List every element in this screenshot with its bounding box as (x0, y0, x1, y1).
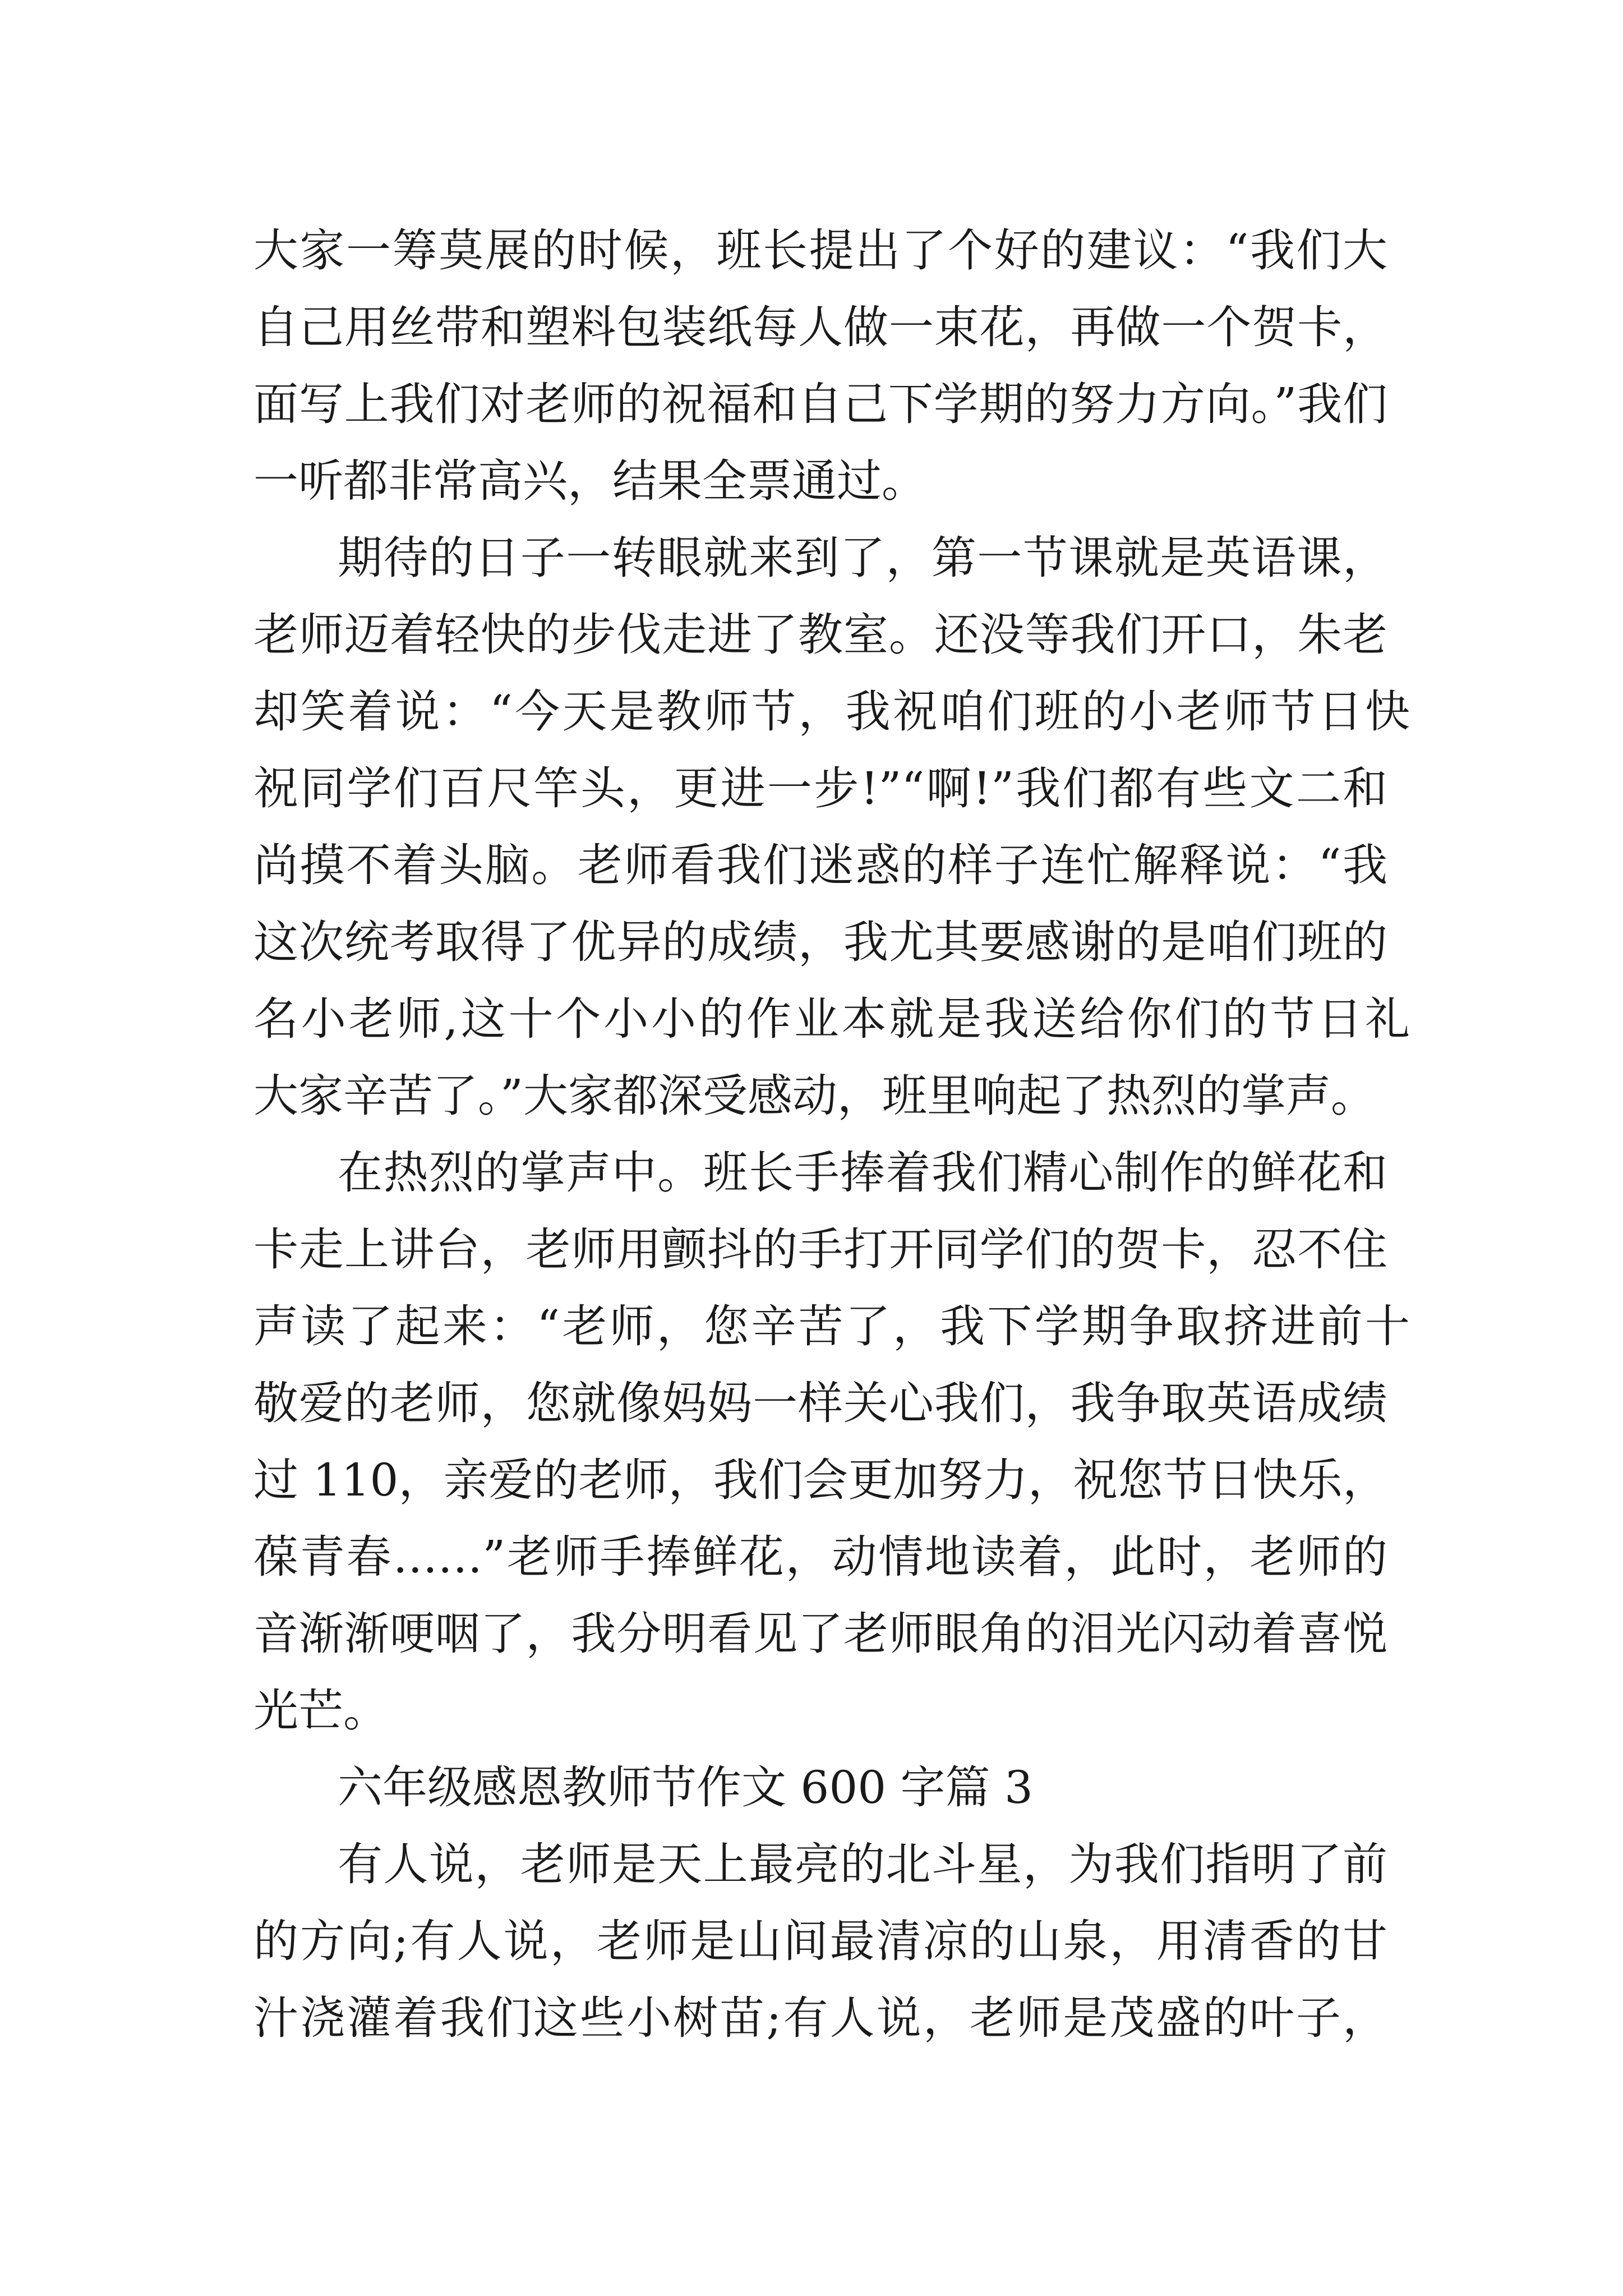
paragraph-line: 却笑着说：“今天是教师节，我祝咱们班的小老师节日快 (253, 685, 1410, 738)
paragraph-line: 声读了起来：“老师，您辛苦了，我下学期争取挤进前十 (253, 1300, 1410, 1352)
paragraph (253, 519, 1414, 1134)
paragraph-line: 的方向;有人说，老师是山间最清凉的山泉，用清香的甘 (253, 1915, 1387, 1967)
paragraph (253, 212, 1414, 519)
section-heading (253, 1749, 1414, 1826)
paragraph-line: 祝同学们百尺竿头，更进一步!”“啊!”我们都有些文二和 (253, 762, 1387, 815)
paragraph (253, 1826, 1414, 2056)
paragraph-line: 有人说，老师是天上最亮的北斗星，为我们指明了前 (338, 1838, 1387, 1890)
paragraph-line: 敬爱的老师，您就像妈妈一样关心我们，我争取英语成绩 (253, 1377, 1387, 1429)
paragraph-line: 过 110，亲爱的老师，我们会更加努力，祝您节日快乐， (253, 1454, 1387, 1506)
paragraph-line: 在热烈的掌声中。班长手捧着我们精心制作的鲜花和 (338, 1147, 1387, 1199)
paragraph-line: 卡走上讲台，老师用颤抖的手打开同学们的贺卡，忍不住 (253, 1223, 1387, 1276)
paragraph-line: 汁浇灌着我们这些小树苗;有人说，老师是茂盛的叶子， (253, 1992, 1387, 2044)
paragraph-line: 音渐渐哽咽了，我分明看见了老师眼角的泪光闪动着喜悦 (253, 1608, 1387, 1660)
paragraph-line: 尚摸不着头脑。老师看我们迷惑的样子连忙解释说：“我 (253, 839, 1387, 891)
paragraph-line: 名小老师,这十个小小的作业本就是我送给你们的节日礼 (253, 993, 1410, 1045)
paragraph-line: 期待的日子一转眼就来到了，第一节课就是英语课， (338, 532, 1387, 584)
paragraph-line: 一听都非常高兴，结果全票通过。 (253, 455, 926, 507)
paragraph-line: 老师迈着轻快的步伐走进了教室。还没等我们开口，朱老 (253, 609, 1387, 661)
body-text (253, 212, 1414, 2056)
paragraph-line: 面写上我们对老师的祝福和自己下学期的努力方向。”我们 (253, 378, 1387, 430)
paragraph (253, 1134, 1414, 1749)
paragraph-line: 光芒。 (253, 1685, 388, 1737)
paragraph-line: 大家辛苦了。”大家都深受感动，班里响起了热烈的掌声。 (253, 1070, 1376, 1122)
paragraph-line: 葆青春……”老师手捧鲜花，动情地读着，此时，老师的 (253, 1531, 1387, 1583)
paragraph-line: 这次统考取得了优异的成绩，我尤其要感谢的是咱们班的 (253, 916, 1387, 968)
section-heading-text: 六年级感恩教师节作文 600 字篇 3 (338, 1761, 1033, 1814)
paragraph-line: 自己用丝带和塑料包装纸每人做一束花，再做一个贺卡， (253, 301, 1387, 353)
paragraph-line: 大家一筹莫展的时候，班长提出了个好的建议：“我们大 (253, 224, 1387, 277)
